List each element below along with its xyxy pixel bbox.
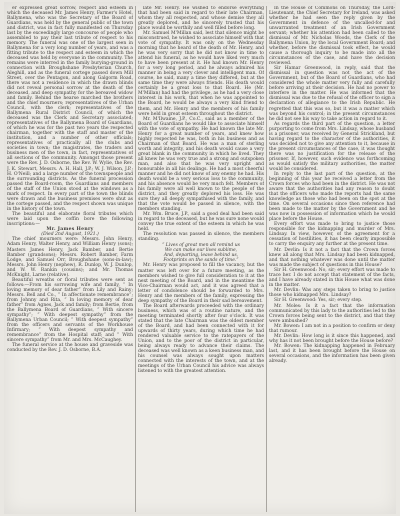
obituary-heading: Mr. James Henry: [46, 227, 94, 233]
article-paragraph: Every effort was made to bring to justice those responsible for the kidnapping and murder of Mrs. Lindsay. In view, however, of the agreement for a cessation of hostilities, it has been clearly impossible to carry the enquiry any further at the present time.: [269, 222, 395, 248]
article-paragraph: The chief mourners were: Messrs. John Henry, Adam Henry, Walter Henry, and William Henry (sons); Masters James Henry, Jack Bamber, and Bertie Bamber (grandsons); Messrs. Robert Bamber, Farm Lodge, and Samuel Orr, Broughshane (sons-in-law); Messrs. John Henry (nephew), R. Dunlop, W. J. Dunlop, and W. W. Rankin (cousins); and Mr. Thomas McKnight, Larne (relative).: [7, 237, 133, 278]
newspaper-page: [4, 2, 396, 514]
article-paragraph: Sir Hamar Greenwood, in reply, said that the dismissal in question was not the act of the Government, but of the Board of Guardians, who had considered the whole matter very fully and carefully before arriving at their decision. He had no power to interfere in the matter. He was informed that the dismissal was due to the refusal of the officer to sign a declaration of allegiance to the Irish Republic. He regretted that this was so, but it was a matter which was beyond his control; in the present circumstances he did not see his way to take action in regard to it.: [269, 66, 395, 122]
article-paragraph: Sir H. Greenwood: No, sir; every effort was made to trace her. I do not accept that statement of the facts, and I have already stated in this House what was done in the matter.: [269, 267, 395, 288]
obituary-date: (Died 2nd August, 1921.): [41, 232, 99, 238]
article-paragraph: Mr. Devlin: Was any steps taken to bring to justice those who kidnapped Mrs. Lindsay?: [269, 288, 395, 299]
article-paragraph: Beautiful wreaths or floral tributes were sent as follows:—From his sorrowing wife and family, “ In loving memory of dear father” from Lily and Rainy; Messrs. Bell and Co., “ In affectionate remembrance”; from Johnny and Rita, “ In loving memory of dear father” from Agnes, Jack and family; from Bertie, from the Ballymena Board of Guardians, “ With sincere sympathy”; “ With deepest sympathy” from the Ballymena Urban Council; “ With deepest sympathy” from the officers and servants of the Workhouse Infirmary; “ With deepest sympathy and remembrance” from the Hospital staff; and “ With sincere sympathy” from Mr. and Mrs. McCaughey.: [7, 277, 133, 343]
article-paragraph: er expressed great sorrow, respect and esteem in which the deceased Mr. James Henry, Farmer's Hotel, Ballymena, who was the Secretary of the Board of Guardians, was held by the general public of the town and district, was in fact fully manifested on Thursday last by the exceedingly large concourse of people who assembled to pay their last tribute of respect to his memory. The funeral was one of the largest seen in Ballymena for a very long number of years, and was a fitting tribute to the respect and esteem in which the deceased was held by everyone in the community. The remains were interred in the family burying-ground in connection with Broughshane Presbyterian Church, Aleghill, and as the funeral cortege passed down Mill Street, over the Pentagon, and along Galgorm Road, there was not a residence in which the drawn blinds did not reveal personal sorrow at the death of the deceased, and deep sympathy for the bereaved widow and family. Behind the hearse marched the brothers and the chief mourners; representatives of the Urban Council, with the clerk; representatives of the Ballymena Rural District Council, of which the deceased was the Clerk and Secretary associated; representatives of the Ballymena Board of Guardians, of which he was for the past two years the respected chairman, together with the staff and master of the institution, and a number of other officials; representatives of practically all the clubs and societies in town; the magistrates, the traders and business men of the town, in fact, representatives of all sections of the community. Amongst those present were the Rev. J. D. Osborne, the Rev. W. Wylie, the Rev. J. K. Stewart, Messrs. A. H. Hall, J.P.; W. J. Wilson, J.P.; H. O'Neill; and a large number of the townspeople and the surrounding districts. As the funeral procession passed the Board-room, the Guardians and members of the staff of the Union stood at the windows as a mark of respect. In every part of the town the blinds were drawn and the business premises were shut as the cortege passed, and the respect shown was unique in the history of the town.: [7, 6, 133, 212]
article-paragraph: Mr. Devlin: How long is it since this happened, and why has it not been brought before the House before?: [269, 334, 395, 345]
article-paragraph: In the House of Commons on Thursday, the Lord-Lieutenant, the Chief Secretary for Ireland, was asked whether he had seen the reply given by the Government in defence of the uncalled-for and unwarranted treatment of an Irish Government servant; whether his attention had been called to the dismissal of Mr. Nicholas Woods, the Clerk of the Ballymena Union, by the local Government Board; and whether, before the dismissal took effect, he would cause a thorough inquiry to be made into all the circumstances of the case, and have the decision reviewed.: [269, 6, 395, 67]
poem-line: Footprints on the sands of time.”: [163, 258, 239, 264]
article-paragraph: Mr. Devlin: Is it not a fact that the Crown forces knew all along that Mrs. Lindsay had been kidnapped, and that nothing whatever was done until the matter was made the subject of questions in this House?: [269, 247, 395, 268]
article-paragraph: late Mr. Henry. He wished to endorse everything that had been said in regard to their late Chairman, whom they all respected, and whose demise they all greatly deplored, and he sincerely trusted that his place would be worthily and well filled before long.: [138, 6, 264, 32]
poem-line: And, departing, leave behind us,: [163, 253, 239, 259]
column-right: [269, 6, 395, 512]
article-paragraph: Sir H. Greenwood: Yes, sir; every step.: [274, 298, 363, 304]
article-paragraph: Mr. Bowen: The kidnapping happened in February last, and it has been brought before the House on several occasions, and the information has been given already.: [269, 344, 395, 365]
article-paragraph: Mr. Henry was proposed to fill the vacancy, but the matter was left over for a future meeting, as the members wished to give full consideration to it at the next meeting of the Board, and in the meantime the Vice-Chairman would act, and it was agreed that a letter of condolence should be forwarded to Mrs. Henry and the members of the family, expressing the deep sympathy of the Board in their sad bereavement.: [138, 263, 264, 304]
column-middle: [138, 6, 264, 512]
article-paragraph: The funeral service at the house and graveside was conducted by the Rev. J. D. Osborne, B.A.: [7, 343, 133, 354]
article-paragraph: As regards the third part of the question, a letter purporting to come from Mrs. Lindsay, whose husband is a prisoner, was received by General Strickland, but having regard to the character of the authorities, it was decided not to give any attention to it, because in the present circumstances of the case, it was thought there was no justification for the release of the prisoner. If, however, such evidence was forthcoming as would satisfy the military authorities, the matter would be considered.: [269, 121, 395, 172]
column-divider: [135, 6, 136, 512]
column-left: [7, 6, 133, 512]
article-paragraph: The beautiful and elaborate floral tributes which were laid upon the coffin bore the following inscriptions:—: [7, 211, 133, 227]
article-paragraph: The Board afterwards proceeded with the ordinary business, which was of a routine nature, and the meeting terminated shortly after four o'clock. It was stated that the late Chairman was the oldest member of the Board, and had been connected with it for upwards of thirty years, during which time he had rendered valuable service to the ratepayers of the Union, and to the poor of the district in particular, being always ready to advance their claims. The deceased was well known as a keen business man, and his counsel was always sought upon matters connected with the interests of the town, and at the meetings of the Urban Council his advice was always listened to with the greatest attention.: [138, 303, 264, 374]
article-paragraph: The resolution was passed in silence, the members standing.: [138, 232, 264, 243]
poem-line: We can make our lives sublime,: [164, 247, 238, 253]
article-paragraph: In reply to the last part of the question, at the beginning of this year he received a letter from the Crown forces who had been in the district. He was not aware that the authorities had any reason to doubt that the officers who made the reports had the same knowledge as those who had been on the spot at the time. On several occasions since then reference had been made to the matter by the Government and he was now in possession of information which he would place before the House.: [269, 172, 395, 223]
article-paragraph: Mr. M'Ilwaine, J.P., Co.C., said as a member of the Board of Guardians he would like to associate himself with the vote of sympathy. He had known the late Mr. Henry for a great number of years, and knew how highly respected he was, both in his business and as Chairman of that Board. He was a man of sterling worth and integrity, and his death would cause a very great blank in the community in which he lived. They all knew he was very true and a strong and outspoken man, and also that he was very upright and honourable in all his dealings. He had a most cheerful manner and he did not know of any enemy he had. His death would be a very serious loss to the community, and his absence would be very much felt. Members of his family were all well known to the people of the district, and they greatly deplored his loss. He was sure they all deeply sympathised with the family, and that the vote would be passed in silence, with the members standing.: [138, 116, 264, 212]
article-paragraph: Mr. Wm. Bruce, J.P., said a good deal had been said in regard to the deceased, but he was sure none would convey the true extent of the esteem in which he was held.: [138, 212, 264, 233]
article-paragraph: Mr. Moles: Is it a fact that the information communicated by this lady to the authorities led to the Crown forces being sent to the district, and that they were ambushed?: [269, 303, 395, 324]
article-paragraph: Mr. Bowen: I am not in a position to confirm or deny that rumour.: [269, 323, 395, 334]
poem-line: “ Lives of great men all remind us: [162, 242, 240, 248]
column-divider: [266, 6, 267, 512]
article-paragraph: Mr. Samuel M'Millan said, lest that silence might be misconstrued, he wished to associate himself with that vote of sympathy. It was only on the Wednesday morning that he heard of the death of Mr. Henry, and he was very sorry that he did not know in time to attend his funeral, as he would have liked very much to have been present at it. He had known Mr. Henry for a very long period, and he always admired his manner in being a very clever and intelligent man. Of course, he said, many a time they differed, but at the same time they were always friends. His death would certainly be a great loss to that Board. He (Mr. M'Millan) had had the privilege, as he had a very close interest in his work, that when he was appointed to the Board, he would be always a very kind friend to them, and Mr. Henry and the members of his family were held in great esteem throughout the district.: [138, 31, 264, 117]
